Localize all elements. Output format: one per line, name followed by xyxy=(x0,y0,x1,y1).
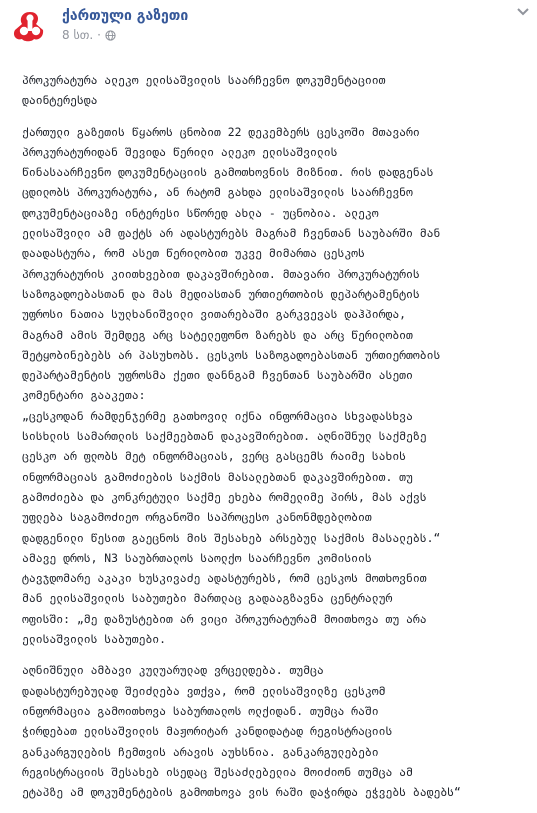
post-line: კომენტარი გააკეთა: xyxy=(22,388,146,403)
page-name[interactable]: ქართული გაზეთი xyxy=(62,8,189,24)
post-timestamp[interactable]: 8 სთ. xyxy=(62,28,94,42)
post-line: ცდილობს პროკურატურა, ან რატომ გახდა ელისაშვილის საარჩევნო xyxy=(22,185,413,200)
post-line: სისხლის სამართლის საქმეებთან დაკავშირებით. აღნიშნულ საქმეზე xyxy=(22,429,427,444)
post-line: განკარგულების ჩემთვის არავის აუხსნია. განკარგულებები xyxy=(22,744,379,759)
post-line: მაგრამ ამის შემდეგ არც სატელეფონო ზარებს და არც წერილობით xyxy=(22,327,413,342)
post-line: პროკურატურა ალეკო ელისაშვილის საარჩევნო დოკუმენტაციით xyxy=(22,73,386,87)
post-line: უფროსი ნათია სულხანიშვილი ვითარებაში გარკვევას დაჰპირდა, xyxy=(22,307,407,322)
post-line: წინასაარჩევნო დოკუმენტაციის გამოთხოვნის მიზნით. რის დადგენას xyxy=(22,165,434,180)
post-line: დაადასტურა, რომ ასეთ წერილობით უკვე მიმართა ცესკოს xyxy=(22,246,365,261)
post-text xyxy=(22,70,527,813)
post-line: დადგენილი წესით გაეცნოს მის შესახებ არსებულ საქმის მასალებს.“ xyxy=(22,530,441,545)
post-line: შეტყობინებებს არ პასუხობს. ცესკოს საზოგადოებასთან ურთიერთობის xyxy=(22,347,441,362)
post-paragraph xyxy=(22,122,527,650)
page-avatar[interactable] xyxy=(10,6,50,46)
post-line: დეპარტამენტის უფროსმა ქეთი დანნგამ ჩვენთან საუბარში ასეთი xyxy=(22,368,413,383)
post-line: ინფორმაცია გამოითხოვა საბურთალოს ოლქიდან. თუმცა რაში xyxy=(22,703,379,718)
post-line: ტავჯდომარე აკაკი ხუსკივაძე ადასტურებს, რომ ცესკოს მოთხოვნით xyxy=(22,571,427,586)
post-line: ქართული გაზეთის წყაროს ცნობით 22 დეკემბერს ცესკოში მთავარი xyxy=(22,124,420,139)
post-line: ოფისში: „მე დაზუსტებით არ ვიცი პროკურატურამ მოითხოვა თუ არა xyxy=(22,611,427,626)
post-paragraph xyxy=(22,70,527,111)
post-header xyxy=(10,6,530,46)
post-line: რეგისტრაციის შესახებ ისედაც შესაძლებელია მოიძიონ თუმცა ამ xyxy=(22,764,413,779)
post-paragraph xyxy=(22,660,527,802)
globe-icon[interactable] xyxy=(105,30,116,41)
chevron-down-icon[interactable] xyxy=(516,6,530,18)
post-line: მან ელისაშვილის საბუთები მართლაც გადააგზავნა ცენტრალურ xyxy=(22,591,393,606)
post-line: გამოძიება და კონკრეტული საქმე ეხება რომელიმე პირს, მას აქვს xyxy=(22,489,427,504)
kg-logo xyxy=(10,6,50,46)
post-line: დაინტერესდა xyxy=(22,93,98,108)
post-line: ელისაშვილის საბუთები. xyxy=(22,632,167,647)
post-line: „ცესკოდან რამდენჯერმე გათხოვილ იქნა ინფორმაცია სხვადასხვა xyxy=(22,408,413,423)
post-line: პროკურატურის კიითხვებით დაკავშირებით. მთავარი პროკურატურის xyxy=(22,266,420,281)
post-meta: 8 სთ. · xyxy=(62,28,116,42)
post-line: დადასტურებულად შეიძლება ვთქვა, რომ ელისაშვილზე ცესკომ xyxy=(22,683,386,698)
post-line: ინფორმაციას გამოძიების საქმის მასალებთან დაკავშირებით. თუ xyxy=(22,469,413,484)
post-line: ჭირდებათ ელისაშვილის მაჟორიტარ კანდიდატად რეგისტრაციის xyxy=(22,724,393,739)
post-line: ამავე დროს, N3 საუბრთალოს საოლქო საარჩევნო კომისიის xyxy=(22,550,372,565)
post-line: პროკურატურიდან შევიდა წერილი ალეკო ელისაშვილის xyxy=(22,144,338,159)
post-line: უფლება საგამოძიეო ორგანოში საპროცესო კანონმდებლობით xyxy=(22,510,372,525)
post-line: ცესკო არ ფლობს მეტ ინფორმაციას, ვერც გასცემს რაიმე სახის xyxy=(22,449,407,464)
post-line: ეტაპზე ამ დოკუმენტების გამოთხოვა ვის რაში დაჭირდა ეჭვებს ბადებს“ xyxy=(22,785,461,800)
post-line: აღნიშნული ამბავი კულუარულად ვრცელდება. თუმცა xyxy=(22,663,324,678)
post-line: საზოგადოებასთან და მას მედიასთან ურთიერთობის დეპარტამენტის xyxy=(22,286,420,301)
post-line: დოკუმენტაციაზე ინტერესი სწორედ ახლა - უცნობია. ალეკო xyxy=(22,205,379,220)
post-line: ელისაშვილი ამ ფაქტს არ ადასტურებს მაგრამ ჩვენთან საუბარში მან xyxy=(22,226,441,241)
